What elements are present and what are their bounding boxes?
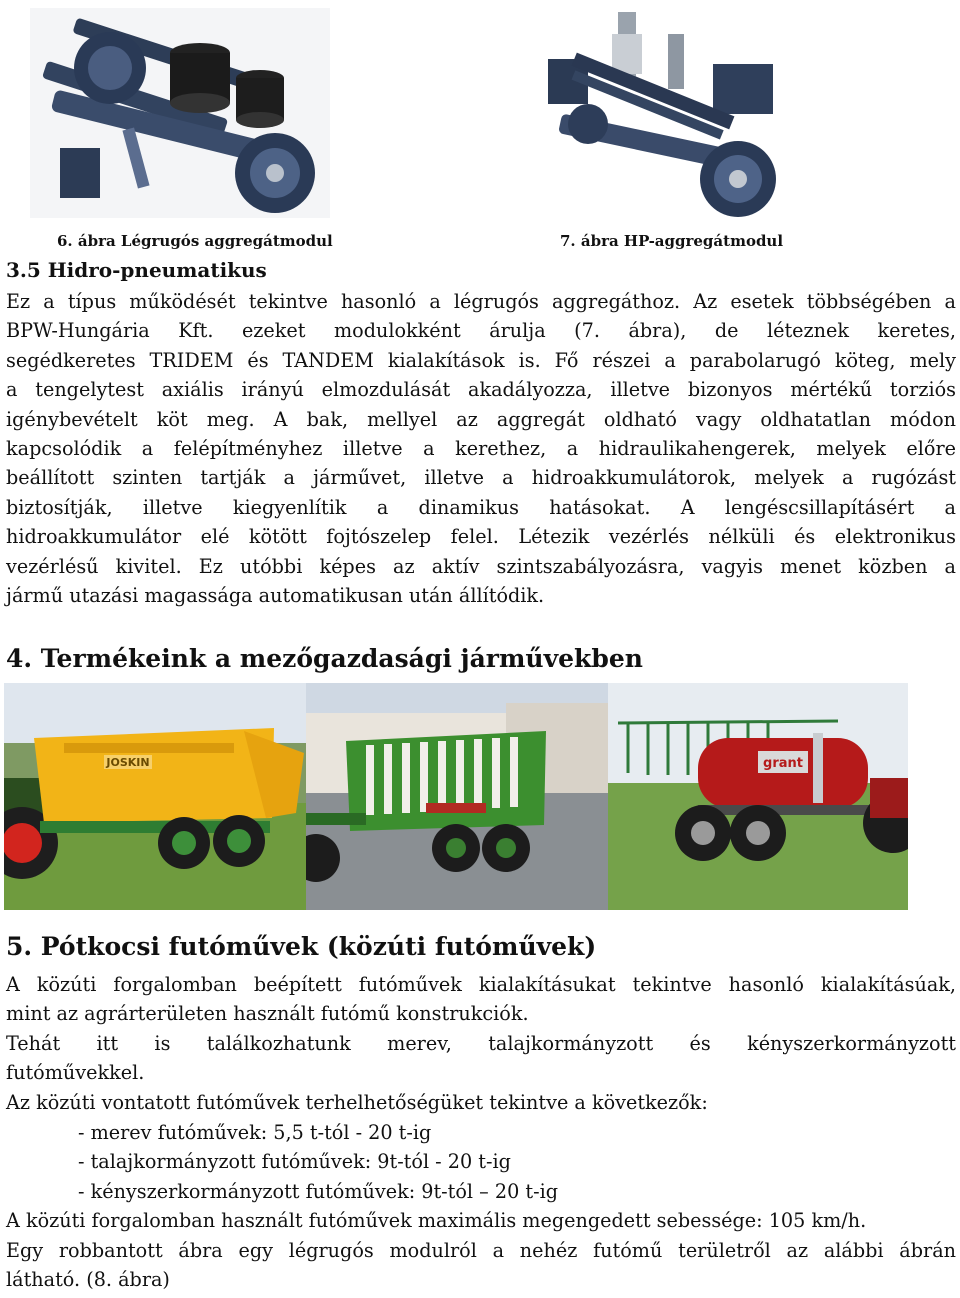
text-line: A közúti forgalomban használt futóművek maximális megengedett sebessége: 105 km/h. — [6, 1209, 867, 1232]
list-item: - talajkormányzott futóművek: 9t-tól - 20 t-ig — [78, 1150, 511, 1174]
text-line: futóművekkel. — [6, 1061, 145, 1085]
air-spring-module-illustration — [30, 8, 330, 218]
text-line: Egy robbantott ábra egy légrugós modulról a nehéz futómű területről az alábbi ábrán — [6, 1239, 956, 1262]
text-line: mint az agrárterületen használt futómű konstrukciók. — [6, 1002, 529, 1026]
text-line: vezérlésű kivitel. Ez utóbbi képes az aktív szintszabályozásra, vagyis menet közben a — [6, 554, 956, 578]
text-line: látható. (8. ábra) — [6, 1268, 170, 1292]
text-line: igénybevételt köt meg. A bak, mellyel az aggregát oldható vagy oldhatatlan módon — [6, 407, 956, 431]
text-line: segédkeretes TRIDEM és TANDEM kialakítások is. Fő részei a parabolarugó köteg, mely — [6, 348, 956, 372]
load-capacity-list — [78, 1118, 558, 1206]
list-item: - kényszerkormányzott futóművek: 9t-tól – 20 t-ig — [78, 1179, 558, 1203]
photo-slurry-tanker — [608, 683, 908, 910]
section-3-5-heading: 3.5 Hidro-pneumatikus — [6, 258, 267, 282]
section-5-paragraph-5 — [6, 1236, 956, 1295]
text-line: biztosítják, illetve kiegyenlítik a dinamikus hatásokat. A lengéscsillapításért a — [6, 495, 956, 519]
text-line: Az közúti vontatott futóművek terhelhetőségüket tekintve a következők: — [6, 1091, 708, 1114]
figure-air-spring-module — [30, 8, 330, 218]
text-line: a tengelytest axiális irányú elmozdulását akadályozza, illetve bizonyos mértékű torziós — [6, 378, 956, 402]
text-line: hidroakkumulátor elé kötött fojtószelep felel. Létezik vezérlés nélküli és elektronikus — [6, 525, 956, 549]
text-line: A közúti forgalomban beépített futóművek kialakításukat tekintve hasonló kialakításúak, — [6, 973, 956, 996]
photo-forage-wagon — [306, 683, 608, 910]
text-line: beállított szinten tartják a járművet, illetve a hidroakkumulátorok, melyek a rugózást — [6, 466, 956, 490]
hp-module-illustration — [548, 4, 788, 222]
section-5-paragraph-2 — [6, 1029, 956, 1088]
text-line: jármű utazási magassága automatikusan után állítódik. — [6, 584, 545, 608]
section-4-heading: 4. Termékeink a mezőgazdasági járművekben — [6, 644, 643, 673]
section-5-paragraph-1 — [6, 970, 956, 1029]
text-line: Tehát itt is találkozhatunk merev, talajkormányzott és kényszerkormányzott — [6, 1032, 956, 1055]
photo-tipper-trailer — [4, 683, 306, 910]
text-line: Ez a típus működését tekintve hasonló a légrugós aggregáthoz. Az esetek többségében a — [6, 290, 956, 313]
figure-6-caption: 6. ábra Légrugós aggregátmodul — [57, 232, 333, 250]
section-3-5-paragraph — [6, 287, 956, 610]
list-item: - merev futóművek: 5,5 t-tól - 20 t-ig — [78, 1121, 432, 1144]
joskin-logo-text: JOSKIN — [106, 756, 150, 769]
figure-7-caption: 7. ábra HP-aggregátmodul — [560, 232, 784, 250]
section-5-paragraph-4 — [6, 1206, 956, 1235]
grant-logo-text: grant — [763, 756, 803, 771]
text-line: kapcsolódik a felépítményhez illetve a kerethez, a hidraulikahengerek, melyek előre — [6, 437, 956, 461]
section-5-paragraph-3 — [6, 1088, 956, 1117]
figure-hp-module — [548, 4, 788, 222]
text-line: BPW-Hungária Kft. ezeket modulokként árulja (7. ábra), de léteznek keretes, — [6, 319, 956, 343]
section-5-heading: 5. Pótkocsi futóművek (közúti futóművek) — [6, 932, 597, 961]
